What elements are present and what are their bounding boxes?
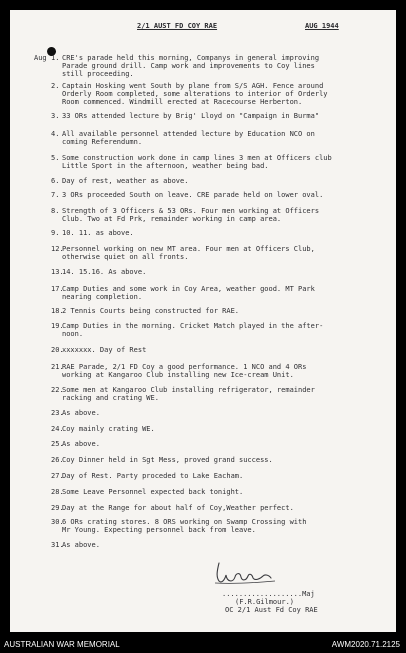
diary-entry <box>51 386 381 402</box>
entry-text-line: Coy Dinner held in Sgt Mess, proved grand success. <box>62 456 273 464</box>
entry-day-number: 5. <box>51 154 60 162</box>
entry-day-number: 31. <box>51 541 64 549</box>
diary-entry <box>51 504 381 512</box>
footer-accession: AWM2020.71.2125 <box>331 640 400 649</box>
diary-entry <box>51 518 381 534</box>
entry-day-number: 30. <box>51 518 64 526</box>
entry-text-line: Captain Hosking went South by plane from S/S AGH. Fence around <box>62 82 324 90</box>
entry-day-number: 21. <box>51 363 64 371</box>
entry-day-number: 2. <box>51 82 60 90</box>
entry-text-line: Room commenced. Windmill erected at Racecourse Herberton. <box>62 98 303 106</box>
diary-entry <box>51 322 381 338</box>
entry-text-line: xxxxxxx. Day of Rest <box>62 346 147 354</box>
diary-entry <box>51 440 381 448</box>
entry-text-line: working at Kangaroo Club installing new Ice-cream Unit. <box>62 371 294 379</box>
signature-scribble <box>213 557 293 587</box>
signatory-name: (F.R.Gilmour.) <box>235 598 295 606</box>
entry-day-number: 22. <box>51 386 64 394</box>
entry-text-line: As above. <box>62 541 100 549</box>
entry-text-line: 3 ORs proceeded South on leave. CRE parade held on lower oval. <box>62 191 324 199</box>
diary-entry <box>51 177 381 185</box>
entry-text-line: nearing completion. <box>62 293 143 301</box>
diary-entry <box>51 130 381 146</box>
diary-entry <box>51 456 381 464</box>
entry-text-line: Day of Rest. Party proceded to Lake Eacham. <box>62 472 244 480</box>
entry-text-line: RAE Parade, 2/1 FD Coy a good performance. 1 NCO and 4 ORs <box>62 363 307 371</box>
entry-day-number: 18. <box>51 307 64 315</box>
entry-text-line: coming Referendumn. <box>62 138 143 146</box>
entry-text-line: noon. <box>62 330 84 338</box>
entry-text-line: Coy mainly crating WE. <box>62 425 155 433</box>
diary-entry <box>51 154 381 170</box>
entry-day-number: 23. <box>51 409 64 417</box>
diary-entry <box>51 229 381 237</box>
month-date: AUG 1944 <box>305 22 339 30</box>
entry-text-line: CRE's parade held this morning, Companys in general improving <box>62 54 320 62</box>
entry-day-number: 8. <box>51 207 60 215</box>
entry-text-line: 10. 11. as above. <box>62 229 134 237</box>
entry-text-line: Day of rest, weather as above. <box>62 177 189 185</box>
entry-day-number: 28. <box>51 488 64 496</box>
entry-text-line: Little Sport in the afternoon, weather being bad. <box>62 162 269 170</box>
diary-entry <box>51 472 381 480</box>
entry-text-line: Mr Young. Expecting personnel back from leave. <box>62 526 256 534</box>
month-label: Aug <box>34 54 47 62</box>
entry-text-line: All available personnel attended lecture by Education NCO on <box>62 130 315 138</box>
entry-day-number: 20. <box>51 346 64 354</box>
entry-day-number: 3. <box>51 112 60 120</box>
entry-text-line: Camp Duties and some work in Coy Area, weather good. MT Park <box>62 285 315 293</box>
entry-day-number: 24. <box>51 425 64 433</box>
signature-rank: Maj <box>302 590 315 598</box>
unit-title: 2/1 AUST FD COY RAE <box>137 22 218 30</box>
entry-text-line: 33 ORs attended lecture by Brig' Lloyd on "Campaign in Burma" <box>62 112 320 120</box>
diary-entry <box>51 54 381 78</box>
entry-text-line: Some men at Kangaroo Club installing refrigerator, remainder <box>62 386 315 394</box>
entry-text-line: 6 ORs crating stores. 8 ORS working on Swamp Crossing with <box>62 518 307 526</box>
diary-entry <box>51 409 381 417</box>
signature-dots: ................... <box>222 590 303 598</box>
signatory-title: OC 2/1 Aust Fd Coy RAE <box>225 606 318 614</box>
entry-text-line: Day at the Range for about half of Coy,Weather perfect. <box>62 504 294 512</box>
entry-day-number: 26. <box>51 456 64 464</box>
diary-entry <box>51 425 381 433</box>
entry-day-number: 12. <box>51 245 64 253</box>
entry-text-line: still proceeding. <box>62 70 134 78</box>
diary-entry <box>51 112 381 120</box>
entry-day-number: 17. <box>51 285 64 293</box>
entry-day-number: 6. <box>51 177 60 185</box>
diary-entry <box>51 191 381 199</box>
entry-text-line: Strength of 3 Officers & 53 ORs. Four men working at Officers <box>62 207 320 215</box>
entry-text-line: racking and crating WE. <box>62 394 159 402</box>
entry-text-line: Club. Two at Fd Prk, remainder working in camp area. <box>62 215 282 223</box>
entry-day-number: 4. <box>51 130 60 138</box>
footer-institution: AUSTRALIAN WAR MEMORIAL <box>4 640 120 649</box>
entry-day-number: 29. <box>51 504 64 512</box>
diary-entry <box>51 245 381 261</box>
entry-text-line: Some Leave Personnel expected back tonight. <box>62 488 244 496</box>
entry-text-line: 14. 15.16. As above. <box>62 268 147 276</box>
entry-day-number: 13. <box>51 268 64 276</box>
diary-entry <box>51 268 381 276</box>
diary-entry <box>51 346 381 354</box>
diary-entry <box>51 363 381 379</box>
entry-day-number: 19. <box>51 322 64 330</box>
entry-day-number: 27. <box>51 472 64 480</box>
diary-entry <box>51 488 381 496</box>
diary-entry <box>51 285 381 301</box>
entry-day-number: 9. <box>51 229 60 237</box>
diary-entry <box>51 82 381 106</box>
entry-text-line: Camp Duties in the morning. Cricket Match played in the after- <box>62 322 324 330</box>
entry-day-number: 25. <box>51 440 64 448</box>
signature-line <box>222 590 315 598</box>
diary-entry <box>51 541 381 549</box>
entry-day-number: 7. <box>51 191 60 199</box>
entry-text-line: otherwise quiet on all fronts. <box>62 253 189 261</box>
diary-entry <box>51 307 381 315</box>
diary-entry <box>51 207 381 223</box>
entry-text-line: Parade ground drill. Camp work and improvements to Coy lines <box>62 62 315 70</box>
entry-text-line: As above. <box>62 409 100 417</box>
entry-day-number: 1. <box>51 54 60 62</box>
entry-text-line: Personnel working on new MT area. Four men at Officers Club, <box>62 245 315 253</box>
entry-text-line: Some construction work done in camp lines 3 men at Officers club <box>62 154 332 162</box>
entry-text-line: As above. <box>62 440 100 448</box>
entry-text-line: Orderly Room completed, some alterations to interior of Orderly <box>62 90 328 98</box>
entry-text-line: 2 Tennis Courts being constructed for RAE. <box>62 307 240 315</box>
